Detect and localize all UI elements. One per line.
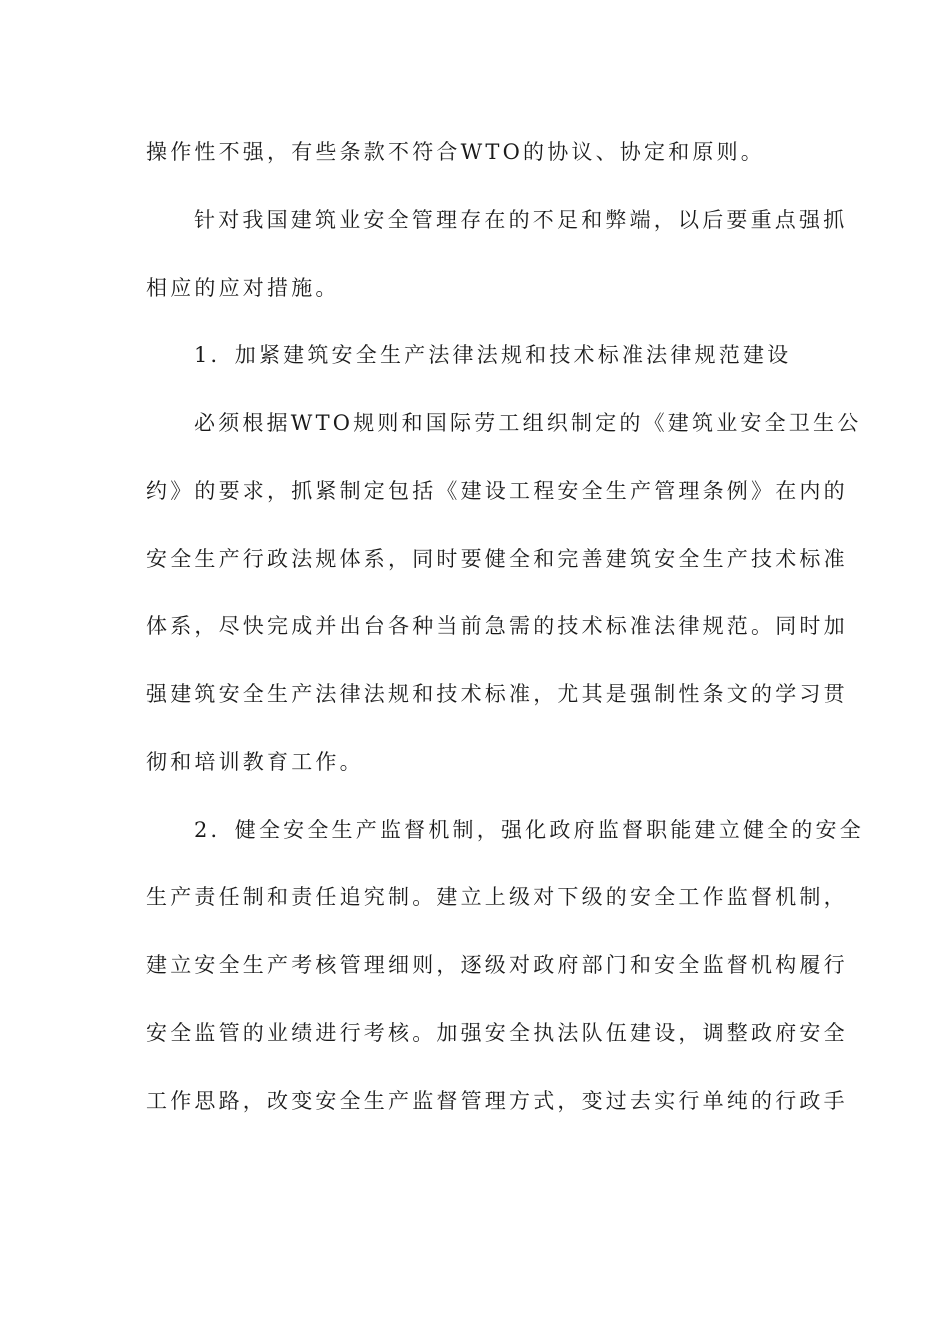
- text-line: 操作性不强，有些条款不符合WTO的协议、协定和原则。: [146, 140, 766, 164]
- text-line: 相应的应对措施。: [146, 276, 340, 300]
- section-heading-2: 2．健全安全生产监督机制，强化政府监督职能建立健全的安全: [194, 818, 864, 842]
- paragraph-start-line: 必须根据WTO规则和国际劳工组织制定的《建筑业安全卫生公: [194, 411, 862, 435]
- text-line: 建立安全生产考核管理细则，逐级对政府部门和安全监督机构履行: [146, 953, 848, 977]
- text-line: 强建筑安全生产法律法规和技术标准，尤其是强制性条文的学习贯: [146, 682, 848, 706]
- text-line: 体系，尽快完成并出台各种当前急需的技术标准法律规范。同时加: [146, 614, 848, 638]
- text-line: 安全监管的业绩进行考核。加强安全执法队伍建设，调整政府安全: [146, 1021, 848, 1045]
- text-line: 安全生产行政法规体系，同时要健全和完善建筑安全生产技术标准: [146, 547, 848, 571]
- text-line: 约》的要求，抓紧制定包括《建设工程安全生产管理条例》在内的: [146, 479, 848, 503]
- text-line: 生产责任制和责任追究制。建立上级对下级的安全工作监督机制，: [146, 885, 848, 909]
- section-heading-1: 1．加紧建筑安全生产法律法规和技术标准法律规范建设: [194, 343, 792, 367]
- paragraph-start-line: 针对我国建筑业安全管理存在的不足和弊端，以后要重点强抓: [194, 208, 848, 232]
- text-line: 彻和培训教育工作。: [146, 750, 364, 774]
- text-line: 工作思路，改变安全生产监督管理方式，变过去实行单纯的行政手: [146, 1089, 848, 1113]
